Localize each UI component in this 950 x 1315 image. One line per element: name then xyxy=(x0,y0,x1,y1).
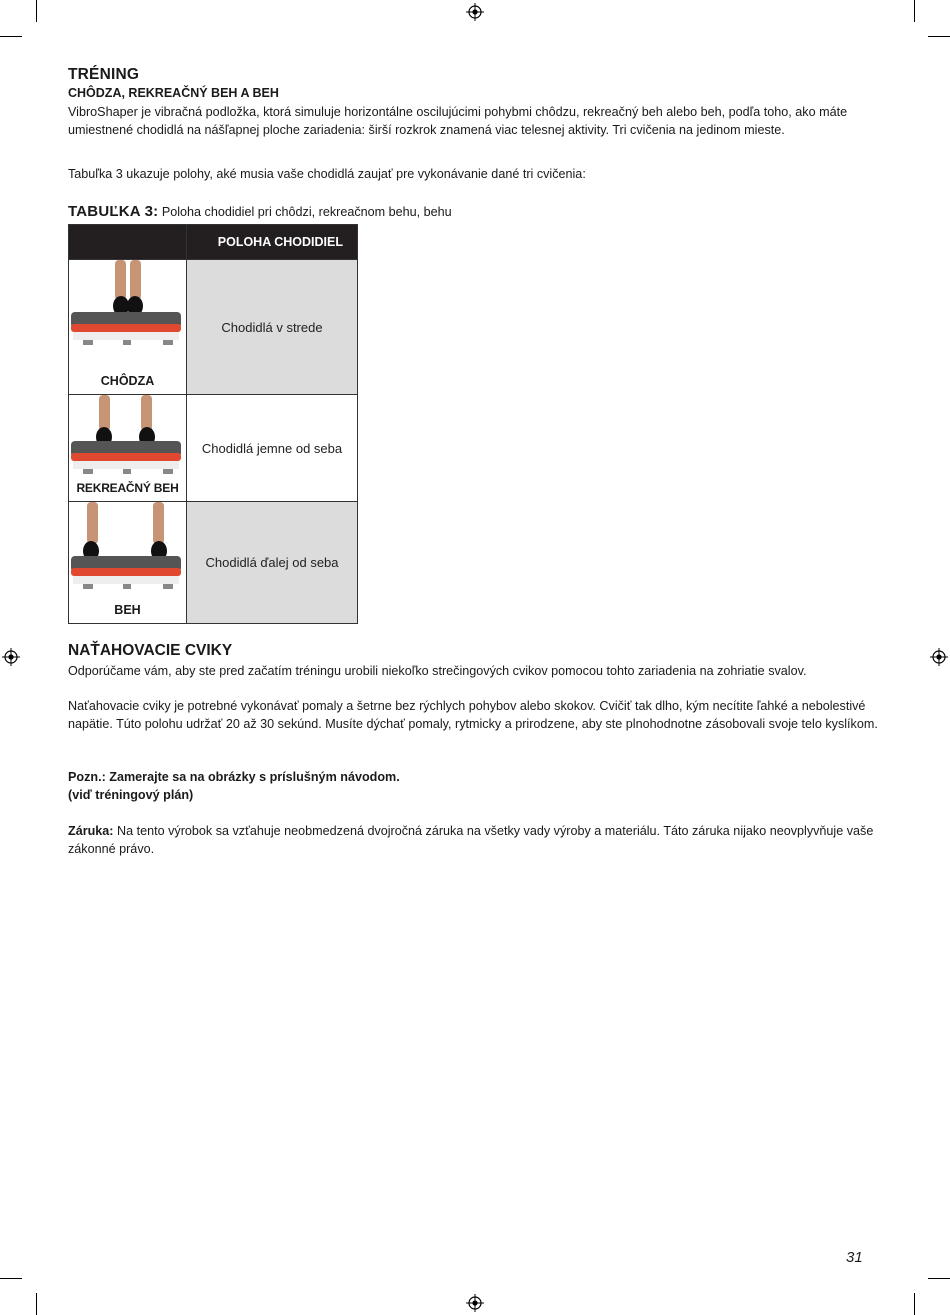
feet-position-table xyxy=(68,224,358,624)
walking-image-cell xyxy=(69,260,187,395)
jogging-image-cell xyxy=(69,395,187,502)
crop-mark xyxy=(36,1293,37,1315)
table-caption-label: TABUĽKA 3: xyxy=(68,203,159,220)
running-position: Chodidlá ďalej od seba xyxy=(187,502,358,624)
registration-mark-icon xyxy=(466,3,484,21)
table-caption-text: Poloha chodidiel pri chôdzi, rekreačnom behu, behu xyxy=(158,205,452,219)
running-label: BEH xyxy=(114,603,141,617)
warranty-text: Na tento výrobok sa vzťahuje neobmedzená dvojročná záruka na všetky vady výroby a materiálu. Táto záruka nijako neovplyvňuje vaše zákonné právo. xyxy=(68,824,874,856)
walking-position: Chodidlá v strede xyxy=(187,260,358,395)
walking-label: CHÔDZA xyxy=(100,374,155,388)
table-header-blank xyxy=(69,225,187,260)
note-line-2: (viď tréningový plán) xyxy=(68,788,194,802)
table-reference: Tabuľka 3 ukazuje polohy, aké musia vaše chodidlá zaujať pre vykonávanie dané tri cvičenia: xyxy=(68,167,586,181)
stretching-paragraph-2: Naťahovacie cviky je potrebné vykonávať pomaly a šetrne bez rýchlych pohybov alebo skokov. Cvičiť tak dlho, kým necítite ľahké a nebolestivé napätie. Túto polohu udržať 20 až 30 sekúnd. Musíte dýchať pomaly, rytmicky a prirodzene, aby ste plnohodnotne zásobovali svoje telo kyslíkom. xyxy=(68,699,878,731)
stretching-paragraph-1: Odporúčame vám, aby ste pred začatím tréningu urobili niekoľko strečingových cvikov pomocou tohto zariadenia na zohriatie svalov. xyxy=(68,664,807,678)
crop-mark xyxy=(0,1278,22,1279)
intro-paragraph: VibroShaper je vibračná podložka, ktorá simuluje horizontálne oscilujúcimi pohybmi chôdzu, rekreačný beh alebo beh, podľa toho, ako máte umiestnené chodidlá na nášľapnej ploche zariadenia: širší rozkrok znamená viac telesnej aktivity. Tri cvičenia na jedinom mieste. xyxy=(68,105,848,137)
table-caption xyxy=(68,203,452,220)
registration-mark-icon xyxy=(930,648,948,666)
stretching-heading: NAŤAHOVACIE CVIKY xyxy=(68,642,233,659)
crop-mark xyxy=(928,1278,950,1279)
crop-mark xyxy=(914,1293,915,1315)
crop-mark xyxy=(914,0,915,22)
crop-mark xyxy=(36,0,37,22)
warranty-paragraph xyxy=(68,822,883,858)
registration-mark-icon xyxy=(2,648,20,666)
registration-mark-icon xyxy=(466,1294,484,1312)
page-number: 31 xyxy=(846,1249,863,1266)
running-image-cell xyxy=(69,502,187,624)
crop-mark xyxy=(928,36,950,37)
jogging-label: REKREAČNÝ BEH xyxy=(76,481,179,495)
note-line-1: Pozn.: Zamerajte sa na obrázky s príslušným návodom. xyxy=(68,770,400,784)
table-header: POLOHA CHODIDIEL xyxy=(187,225,358,260)
crop-mark xyxy=(0,36,22,37)
page-title: TRÉNING xyxy=(68,66,140,83)
warranty-label: Záruka: xyxy=(68,824,114,838)
jogging-position: Chodidlá jemne od seba xyxy=(187,395,358,502)
section-subtitle: CHÔDZA, REKREAČNÝ BEH A BEH xyxy=(68,86,279,100)
